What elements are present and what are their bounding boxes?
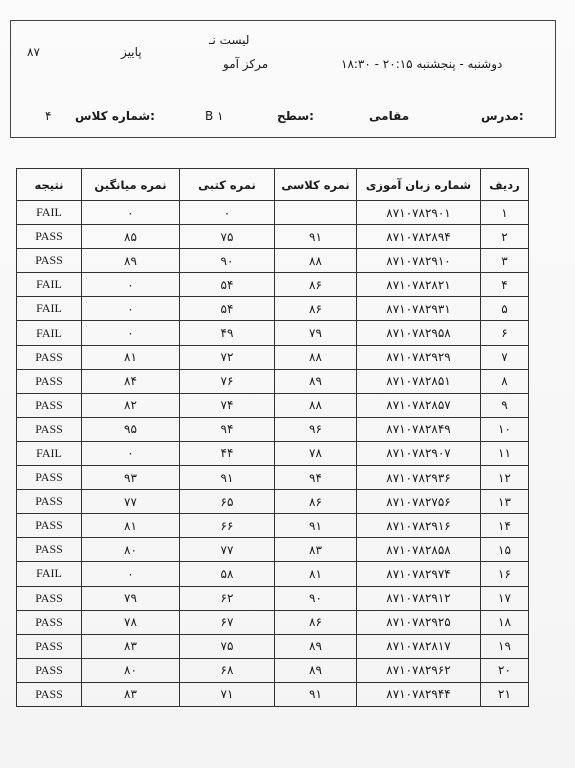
student-id-cell: ۸۷۱۰۷۸۲۸۵۷ — [357, 393, 481, 417]
row-number-cell: ۵ — [481, 297, 529, 321]
row-number-cell: ۱۵ — [481, 538, 529, 562]
result-cell: PASS — [17, 225, 82, 249]
table-row — [17, 490, 529, 514]
average-score-cell: ۸۴ — [82, 369, 180, 393]
row-number-cell: ۱۴ — [481, 514, 529, 538]
student-id-cell: ۸۷۱۰۷۸۲۹۳۱ — [357, 297, 481, 321]
average-score-cell: ۰ — [82, 297, 180, 321]
row-number-cell: ۲ — [481, 225, 529, 249]
student-id-cell: ۸۷۱۰۷۸۲۹۲۹ — [357, 345, 481, 369]
class-score-cell: ۸۸ — [275, 393, 357, 417]
result-cell: PASS — [17, 682, 82, 706]
student-id-cell: ۸۷۱۰۷۸۲۷۵۶ — [357, 490, 481, 514]
table-row — [17, 538, 529, 562]
student-id-cell: ۸۷۱۰۷۸۲۸۴۹ — [357, 417, 481, 441]
row-number-cell: ۱۷ — [481, 586, 529, 610]
average-score-cell: ۷۷ — [82, 490, 180, 514]
result-cell: PASS — [17, 586, 82, 610]
course-code: ۸۷ — [27, 45, 40, 59]
column-header-student-id: شماره زبان آموزی — [357, 169, 481, 201]
average-score-cell: ۰ — [82, 441, 180, 465]
level-label: سطح: — [277, 109, 314, 123]
class-score-cell: ۸۶ — [275, 610, 357, 634]
table-row — [17, 393, 529, 417]
class-score-cell: ۹۱ — [275, 225, 357, 249]
average-score-cell: ۰ — [82, 562, 180, 586]
class-score-cell: ۸۸ — [275, 249, 357, 273]
result-cell: FAIL — [17, 441, 82, 465]
row-number-cell: ۷ — [481, 345, 529, 369]
class-score-cell: ۸۱ — [275, 562, 357, 586]
class-score-cell: ۹۰ — [275, 586, 357, 610]
written-score-cell: ۷۵ — [180, 225, 275, 249]
written-score-cell: ۷۲ — [180, 345, 275, 369]
row-number-cell: ۱ — [481, 201, 529, 225]
average-score-cell: ۸۱ — [82, 345, 180, 369]
class-score-cell: ۸۶ — [275, 297, 357, 321]
student-id-cell: ۸۷۱۰۷۸۲۸۵۸ — [357, 538, 481, 562]
row-number-cell: ۲۱ — [481, 682, 529, 706]
class-score-cell: ۸۹ — [275, 369, 357, 393]
class-score-cell: ۸۹ — [275, 658, 357, 682]
result-cell: PASS — [17, 249, 82, 273]
table-row — [17, 321, 529, 345]
result-cell: PASS — [17, 490, 82, 514]
class-score-cell: ۷۸ — [275, 441, 357, 465]
class-score-cell: ۸۹ — [275, 634, 357, 658]
row-number-cell: ۱۱ — [481, 441, 529, 465]
average-score-cell: ۸۳ — [82, 682, 180, 706]
average-score-cell: ۸۹ — [82, 249, 180, 273]
table-row — [17, 562, 529, 586]
written-score-cell: ۰ — [180, 201, 275, 225]
class-score-cell: ۸۶ — [275, 273, 357, 297]
result-cell: FAIL — [17, 562, 82, 586]
class-schedule: دوشنبه - پنجشنبه ۲۰:۱۵ - ۱۸:۳۰ — [341, 57, 503, 71]
class-number-value: ۴ — [45, 109, 52, 123]
student-id-cell: ۸۷۱۰۷۸۲۹۵۸ — [357, 321, 481, 345]
written-score-cell: ۹۴ — [180, 417, 275, 441]
average-score-cell: ۰ — [82, 201, 180, 225]
term: پاییز — [121, 45, 142, 59]
result-cell: PASS — [17, 417, 82, 441]
result-cell: PASS — [17, 345, 82, 369]
row-number-cell: ۱۸ — [481, 610, 529, 634]
grades-table — [16, 168, 529, 707]
table-row — [17, 345, 529, 369]
student-id-cell: ۸۷۱۰۷۸۲۸۹۴ — [357, 225, 481, 249]
student-id-cell: ۸۷۱۰۷۸۲۹۷۴ — [357, 562, 481, 586]
class-score-cell: ۸۳ — [275, 538, 357, 562]
row-number-cell: ۲۰ — [481, 658, 529, 682]
average-score-cell: ۷۸ — [82, 610, 180, 634]
result-cell: FAIL — [17, 321, 82, 345]
result-cell: FAIL — [17, 273, 82, 297]
average-score-cell: ۸۰ — [82, 538, 180, 562]
average-score-cell: ۸۰ — [82, 658, 180, 682]
average-score-cell: ۸۳ — [82, 634, 180, 658]
student-id-cell: ۸۷۱۰۷۸۲۹۶۲ — [357, 658, 481, 682]
table-row — [17, 658, 529, 682]
table-row — [17, 610, 529, 634]
teacher-label: مدرس: — [481, 109, 524, 123]
written-score-cell: ۶۷ — [180, 610, 275, 634]
table-row — [17, 586, 529, 610]
class-score-cell: ۹۶ — [275, 417, 357, 441]
row-number-cell: ۱۰ — [481, 417, 529, 441]
table-row — [17, 225, 529, 249]
table-row — [17, 466, 529, 490]
class-score-cell: ۸۶ — [275, 490, 357, 514]
written-score-cell: ۷۱ — [180, 682, 275, 706]
center-name: مرکز آمو — [223, 57, 269, 71]
column-header-row-number: ردیف — [481, 169, 529, 201]
written-score-cell: ۷۶ — [180, 369, 275, 393]
table-row — [17, 441, 529, 465]
written-score-cell: ۷۵ — [180, 634, 275, 658]
student-id-cell: ۸۷۱۰۷۸۲۹۰۱ — [357, 201, 481, 225]
table-row — [17, 297, 529, 321]
written-score-cell: ۷۴ — [180, 393, 275, 417]
row-number-cell: ۱۶ — [481, 562, 529, 586]
table-header-row — [17, 169, 529, 201]
table-row — [17, 682, 529, 706]
row-number-cell: ۴ — [481, 273, 529, 297]
result-cell: PASS — [17, 466, 82, 490]
table-row — [17, 249, 529, 273]
average-score-cell: ۷۹ — [82, 586, 180, 610]
student-id-cell: ۸۷۱۰۷۸۲۹۱۲ — [357, 586, 481, 610]
student-id-cell: ۸۷۱۰۷۸۲۸۲۱ — [357, 273, 481, 297]
class-score-cell: ۹۴ — [275, 466, 357, 490]
written-score-cell: ۶۸ — [180, 658, 275, 682]
class-score-cell: ۹۱ — [275, 514, 357, 538]
written-score-cell: ۵۴ — [180, 297, 275, 321]
average-score-cell: ۸۵ — [82, 225, 180, 249]
result-cell: PASS — [17, 369, 82, 393]
written-score-cell: ۹۱ — [180, 466, 275, 490]
class-score-cell — [275, 201, 357, 225]
row-number-cell: ۳ — [481, 249, 529, 273]
written-score-cell: ۵۴ — [180, 273, 275, 297]
result-cell: PASS — [17, 393, 82, 417]
row-number-cell: ۸ — [481, 369, 529, 393]
average-score-cell: ۸۲ — [82, 393, 180, 417]
document-title: لیست نـ — [209, 33, 250, 47]
written-score-cell: ۶۶ — [180, 514, 275, 538]
student-id-cell: ۸۷۱۰۷۸۲۹۱۰ — [357, 249, 481, 273]
average-score-cell: ۸۱ — [82, 514, 180, 538]
written-score-cell: ۴۴ — [180, 441, 275, 465]
result-cell: FAIL — [17, 201, 82, 225]
table-row — [17, 514, 529, 538]
student-id-cell: ۸۷۱۰۷۸۲۹۴۴ — [357, 682, 481, 706]
written-score-cell: ۴۹ — [180, 321, 275, 345]
result-cell: PASS — [17, 610, 82, 634]
column-header-class-score: نمره کلاسی — [275, 169, 357, 201]
class-score-cell: ۹۱ — [275, 682, 357, 706]
written-score-cell: ۶۲ — [180, 586, 275, 610]
result-cell: PASS — [17, 514, 82, 538]
row-number-cell: ۶ — [481, 321, 529, 345]
row-number-cell: ۱۲ — [481, 466, 529, 490]
written-score-cell: ۷۷ — [180, 538, 275, 562]
result-cell: FAIL — [17, 297, 82, 321]
table-row — [17, 369, 529, 393]
column-header-average-score: نمره میانگین — [82, 169, 180, 201]
average-score-cell: ۹۳ — [82, 466, 180, 490]
average-score-cell: ۰ — [82, 321, 180, 345]
student-id-cell: ۸۷۱۰۷۸۲۸۵۱ — [357, 369, 481, 393]
student-id-cell: ۸۷۱۰۷۸۲۹۳۶ — [357, 466, 481, 490]
student-id-cell: ۸۷۱۰۷۸۲۹۱۶ — [357, 514, 481, 538]
class-score-cell: ۷۹ — [275, 321, 357, 345]
student-id-cell: ۸۷۱۰۷۸۲۹۰۷ — [357, 441, 481, 465]
class-score-cell: ۸۸ — [275, 345, 357, 369]
row-number-cell: ۹ — [481, 393, 529, 417]
student-id-cell: ۸۷۱۰۷۸۲۸۱۷ — [357, 634, 481, 658]
result-cell: PASS — [17, 538, 82, 562]
table-row — [17, 417, 529, 441]
table-row — [17, 201, 529, 225]
row-number-cell: ۱۹ — [481, 634, 529, 658]
result-cell: PASS — [17, 658, 82, 682]
student-id-cell: ۸۷۱۰۷۸۲۹۲۵ — [357, 610, 481, 634]
level-type: مقامی — [369, 109, 410, 123]
table-row — [17, 273, 529, 297]
written-score-cell: ۹۰ — [180, 249, 275, 273]
average-score-cell: ۹۵ — [82, 417, 180, 441]
column-header-written-score: نمره کتبی — [180, 169, 275, 201]
column-header-result: نتیجه — [17, 169, 82, 201]
result-cell: PASS — [17, 634, 82, 658]
level-value: B ۱ — [205, 109, 224, 123]
written-score-cell: ۵۸ — [180, 562, 275, 586]
average-score-cell: ۰ — [82, 273, 180, 297]
row-number-cell: ۱۳ — [481, 490, 529, 514]
class-number-label: شماره کلاس: — [75, 109, 155, 123]
written-score-cell: ۶۵ — [180, 490, 275, 514]
header-box — [10, 20, 556, 138]
table-row — [17, 634, 529, 658]
